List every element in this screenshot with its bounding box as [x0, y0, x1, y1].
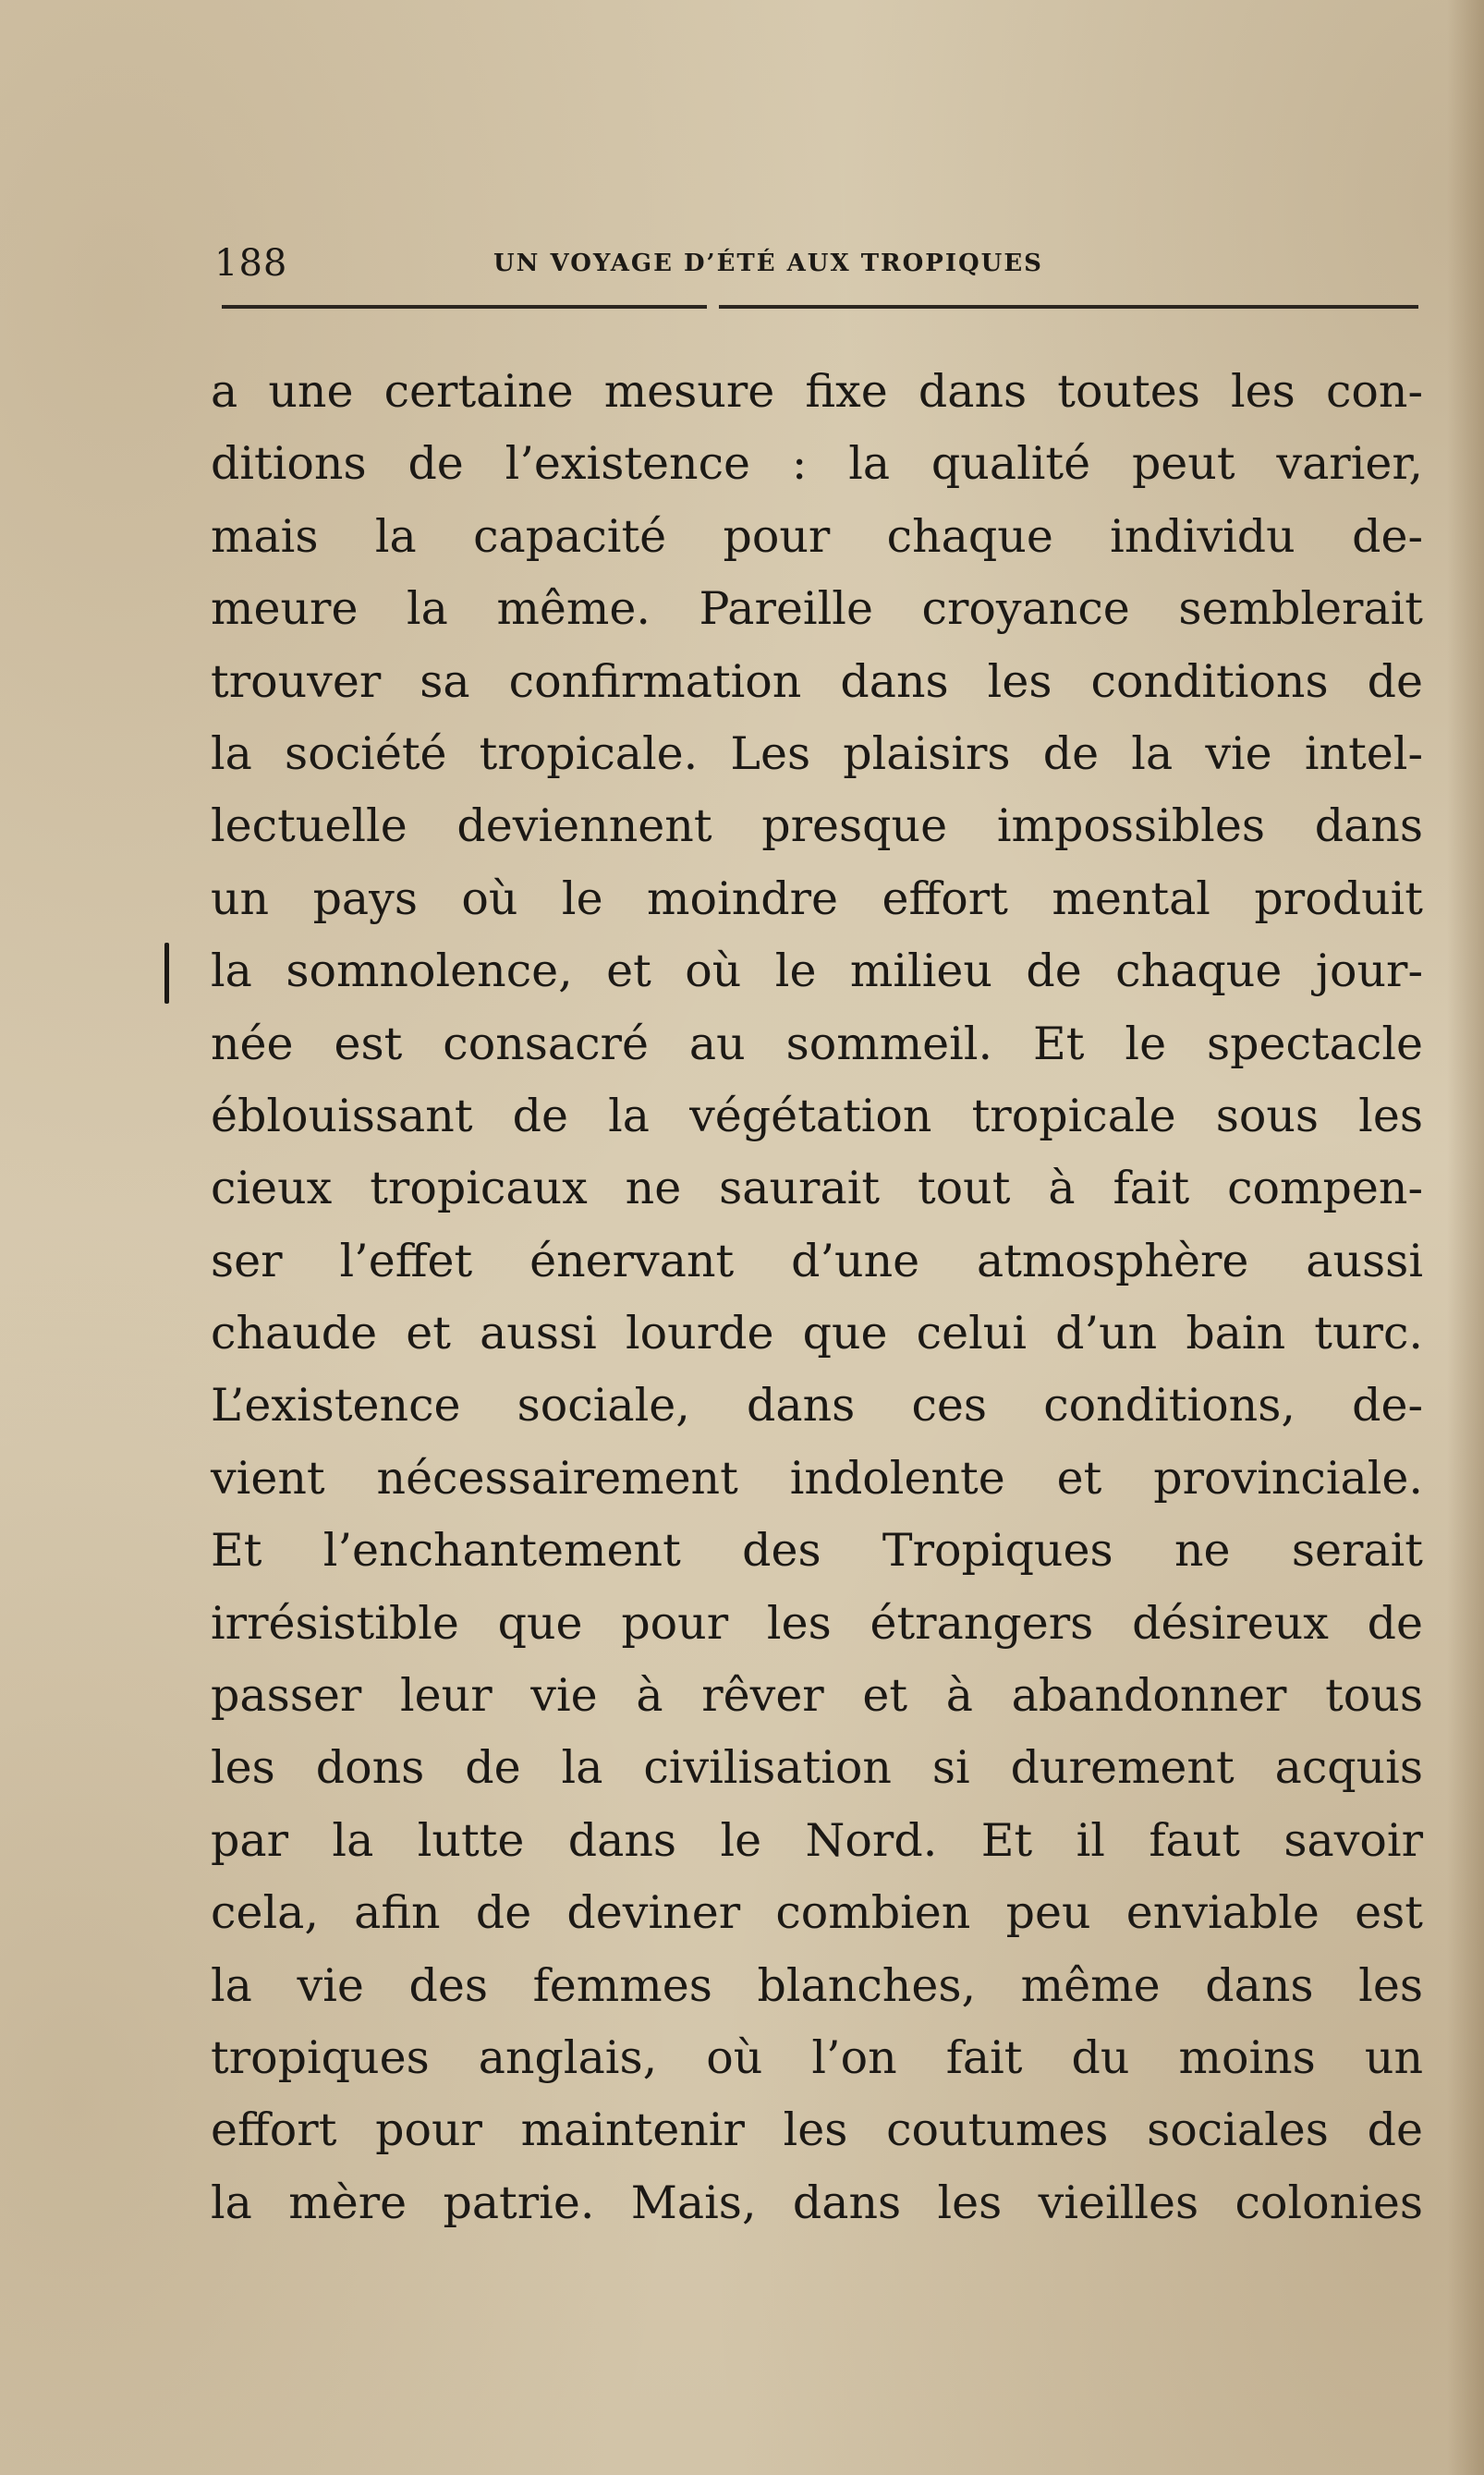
header-rule-left [222, 305, 707, 309]
margin-mark [164, 943, 169, 1004]
text-line: éblouissant de la végétation tropicale sous les [211, 1089, 1423, 1142]
text-line: ser l’effet énervant d’une atmosphère aussi [211, 1234, 1423, 1287]
body-text [211, 356, 1423, 2239]
text-line: par la lutte dans le Nord. Et il faut savoir [211, 1813, 1423, 1867]
text-line: née est consacré au sommeil. Et le spectacle [211, 1017, 1423, 1070]
text-line: irrésistible que pour les étrangers désireux de [211, 1596, 1423, 1650]
text-line: passer leur vie à rêver et à abandonner tous [211, 1669, 1423, 1723]
text-line: cela, afin de deviner combien peu enviable est [211, 1886, 1423, 1940]
text-line: tropiques anglais, où l’on fait du moins un [211, 2030, 1423, 2084]
page-header [214, 242, 1421, 288]
text-line: a une certaine mesure fixe dans toutes les con- [211, 365, 1423, 418]
text-line: meure la même. Pareille croyance semblerait [211, 582, 1423, 636]
text-line: Et l’enchantement des Tropiques ne serait [211, 1524, 1423, 1578]
text-line: mais la capacité pour chaque individu de- [211, 509, 1423, 563]
text-line: ditions de l’existence : la qualité peut varier, [211, 437, 1423, 491]
text-line: effort pour maintenir les coutumes sociales de [211, 2103, 1423, 2157]
text-line: la mère patrie. Mais, dans les vieilles colonies [211, 2176, 1423, 2229]
text-line: la somnolence, et où le milieu de chaque jour- [211, 945, 1423, 998]
text-line: la vie des femmes blanches, même dans les [211, 1958, 1423, 2012]
text-line: les dons de la civilisation si durement acquis [211, 1741, 1423, 1795]
text-line: un pays où le moindre effort mental produit [211, 872, 1423, 925]
page-number: 188 [214, 242, 288, 285]
running-head: UN VOYAGE D’ÉTÉ AUX TROPIQUES [493, 250, 1043, 277]
text-line: la société tropicale. Les plaisirs de la vie intel- [211, 726, 1423, 780]
text-line: L’existence sociale, dans ces conditions, de- [211, 1379, 1423, 1433]
text-line: trouver sa confirmation dans les conditions de [211, 654, 1423, 708]
text-line: vient nécessairement indolente et provinciale. [211, 1451, 1423, 1505]
text-line: lectuelle deviennent presque impossibles dans [211, 799, 1423, 853]
header-rule-right [719, 305, 1418, 309]
text-line: chaude et aussi lourde que celui d’un bain turc. [211, 1307, 1423, 1360]
text-line: cieux tropicaux ne saurait tout à fait compen- [211, 1162, 1423, 1215]
